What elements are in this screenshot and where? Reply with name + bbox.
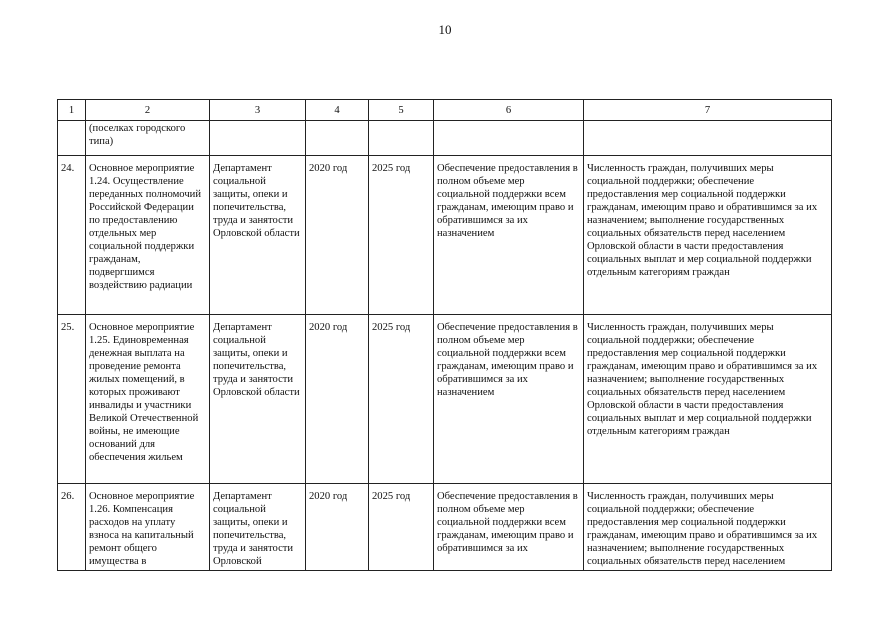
- start-year-cell: 2020 год: [306, 315, 369, 484]
- column-header: 3: [210, 100, 306, 121]
- result-cell: Обеспечение предоставления в полном объеме мер социальной поддержки всем гражданам, имеющим право и обратившимся за их назначением: [434, 156, 584, 315]
- activity-cell: Основное мероприятие 1.26. Компенсация расходов на уплату взноса на капитальный ремонт общего имущества в: [86, 484, 210, 571]
- column-header: 4: [306, 100, 369, 121]
- result-cell: Обеспечение предоставления в полном объеме мер социальной поддержки всем гражданам, имеющим право и обратившимся за их: [434, 484, 584, 571]
- end-year-cell: 2025 год: [369, 484, 434, 571]
- activity-cell: Основное мероприятие 1.25. Единовременная денежная выплата на проведение ремонта жилых помещений, в которых проживают инвалиды и участники Великой Отечественной войны, не имеющие оснований для обеспечения жильем: [86, 315, 210, 484]
- end-year-cell: [369, 121, 434, 156]
- table-row: [58, 315, 832, 484]
- measures-table: [57, 99, 832, 571]
- result-cell: [434, 121, 584, 156]
- start-year-cell: [306, 121, 369, 156]
- table-row: [58, 121, 832, 156]
- page-number: 10: [438, 22, 452, 37]
- table-row: [58, 156, 832, 315]
- column-header: 2: [86, 100, 210, 121]
- end-year-cell: 2025 год: [369, 156, 434, 315]
- table-header-row: [58, 100, 832, 121]
- table-row: [58, 484, 832, 571]
- indicator-cell: [584, 121, 832, 156]
- activity-cell: Основное мероприятие 1.24. Осуществление переданных полномочий Российской Федерации по предоставлению отдельных мер социальной поддержки гражданам, подвергшимся воздействию радиации: [86, 156, 210, 315]
- executor-cell: Департамент социальной защиты, опеки и попечительства, труда и занятости Орловской: [210, 484, 306, 571]
- executor-cell: Департамент социальной защиты, опеки и попечительства, труда и занятости Орловской области: [210, 156, 306, 315]
- start-year-cell: 2020 год: [306, 484, 369, 571]
- column-header: 7: [584, 100, 832, 121]
- indicator-cell: Численность граждан, получивших меры социальной поддержки; обеспечение предоставления мер социальной поддержки гражданам, имеющим право и обратившимся за их назначением; выполнение государственных социальных обязательств перед населением: [584, 484, 832, 571]
- result-cell: Обеспечение предоставления в полном объеме мер социальной поддержки всем гражданам, имеющим право и обратившимся за их назначением: [434, 315, 584, 484]
- start-year-cell: 2020 год: [306, 156, 369, 315]
- executor-cell: [210, 121, 306, 156]
- indicator-cell: Численность граждан, получивших меры социальной поддержки; обеспечение предоставления мер социальной поддержки гражданам, имеющим право и обратившимся за их назначением; выполнение государственных социальных обязательств перед населением Орловской области в части предоставления социальных выплат и мер социальной поддержки отдельным категориям граждан: [584, 315, 832, 484]
- end-year-cell: 2025 год: [369, 315, 434, 484]
- column-header: 5: [369, 100, 434, 121]
- column-header: 6: [434, 100, 584, 121]
- row-number: [58, 121, 86, 156]
- executor-cell: Департамент социальной защиты, опеки и попечительства, труда и занятости Орловской области: [210, 315, 306, 484]
- activity-cell: (поселках городского типа): [86, 121, 210, 156]
- row-number: 24.: [58, 156, 86, 315]
- indicator-cell: Численность граждан, получивших меры социальной поддержки; обеспечение предоставления мер социальной поддержки гражданам, имеющим право и обратившимся за их назначением; выполнение государственных социальных обязательств перед населением Орловской области в части предоставления социальных выплат и мер социальной поддержки отдельным категориям граждан: [584, 156, 832, 315]
- row-number: 26.: [58, 484, 86, 571]
- row-number: 25.: [58, 315, 86, 484]
- column-header: 1: [58, 100, 86, 121]
